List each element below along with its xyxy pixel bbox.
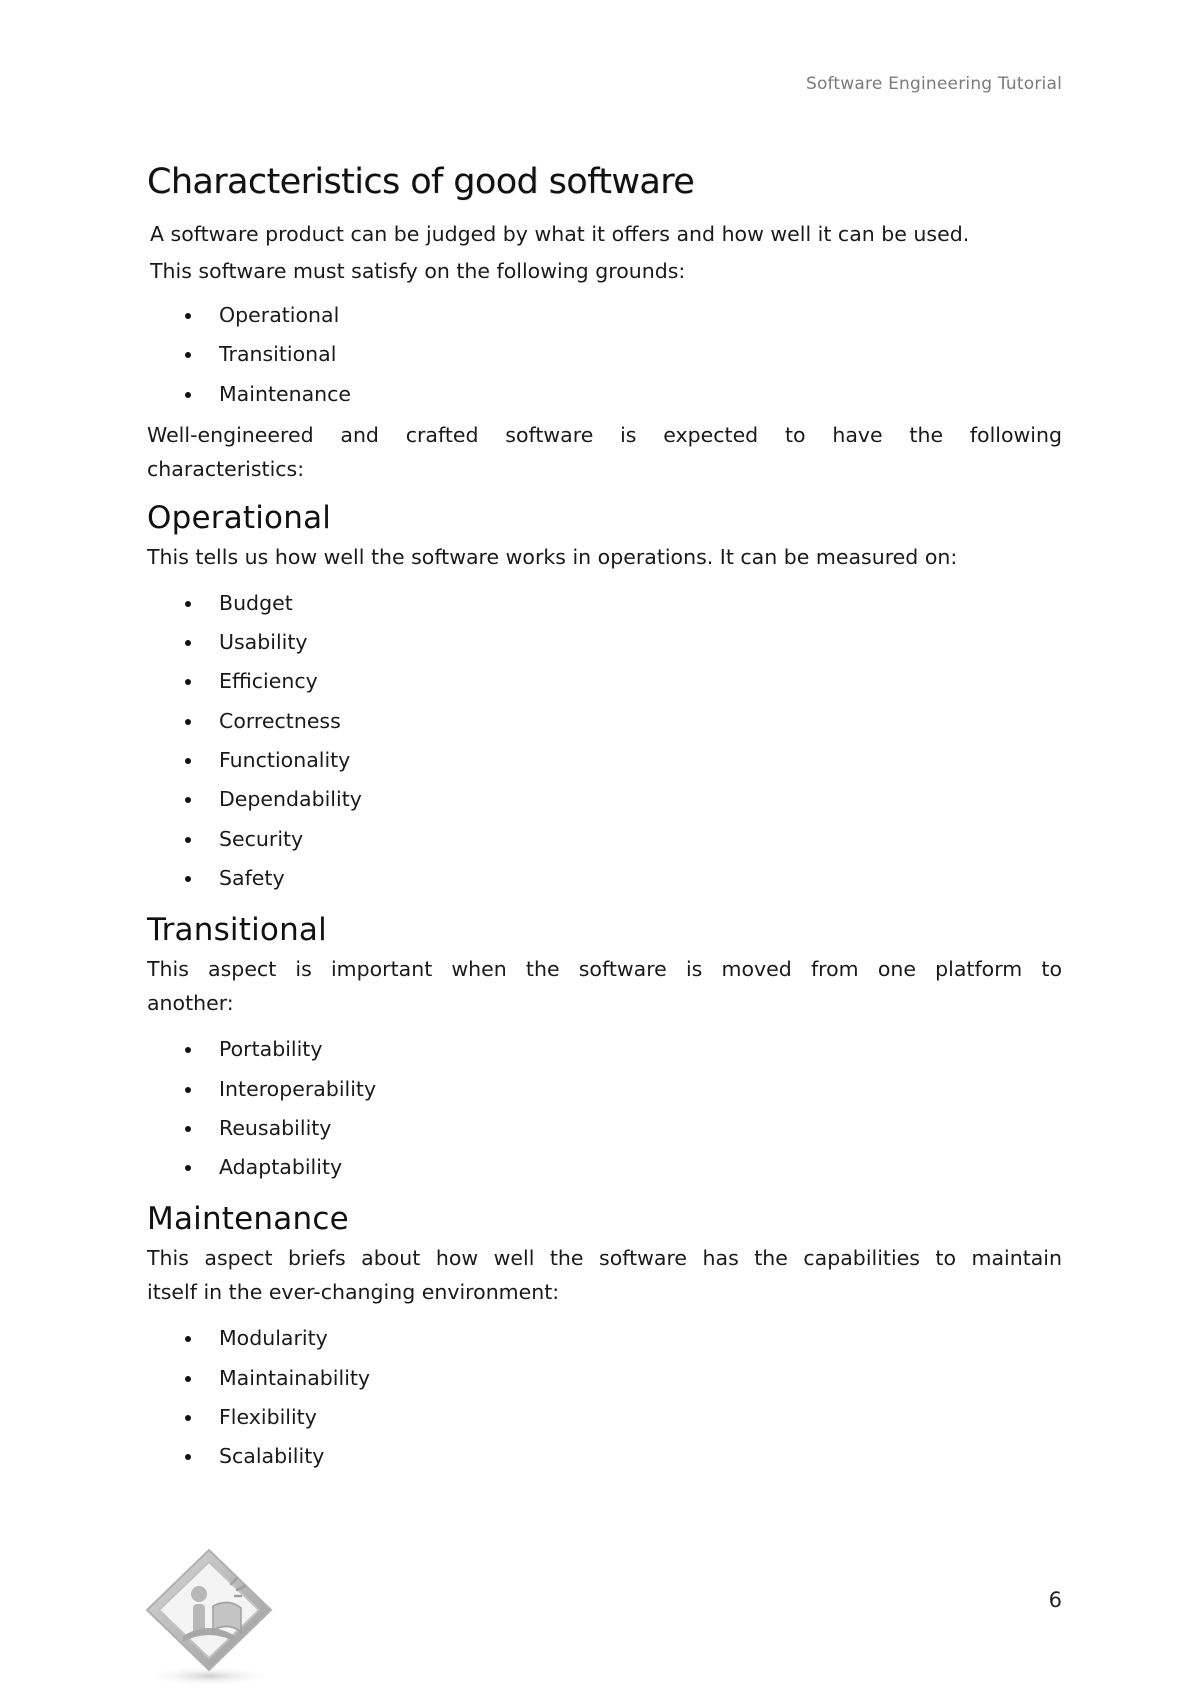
section-heading-operational: Operational xyxy=(147,499,332,536)
summary-line-1: Well-engineered and crafted software is expected to have the following xyxy=(147,422,1062,447)
page-content xyxy=(147,162,1062,1481)
section-description-transitional: This aspect is important when the software is moved from one platform to another: xyxy=(147,957,1062,1016)
bullet-icon xyxy=(185,876,191,882)
bullet-icon xyxy=(185,837,191,843)
section-heading-maintenance: Maintenance xyxy=(147,1201,349,1238)
section-description-maintenance: This aspect briefs about how well the software has the capabilities to maintain itself in the ever-changing environment: xyxy=(147,1246,1062,1305)
list-item: Scalability xyxy=(185,1437,1062,1476)
list-item: Functionality xyxy=(185,741,1062,780)
bullet-icon xyxy=(185,1376,191,1382)
list-item: Maintainability xyxy=(185,1359,1062,1398)
list-item: Modularity xyxy=(185,1319,1062,1358)
bullet-icon xyxy=(185,1336,191,1342)
intro-paragraph xyxy=(147,216,1062,290)
section-heading-transitional: Transitional xyxy=(147,912,327,949)
tutorialspoint-logo-icon xyxy=(143,1548,285,1690)
summary-paragraph xyxy=(147,418,1062,486)
page-title: Characteristics of good software xyxy=(147,162,695,202)
bullet-icon xyxy=(185,1415,191,1421)
bullet-icon xyxy=(185,640,191,646)
bullet-icon xyxy=(185,1087,191,1093)
operational-list xyxy=(147,584,1062,898)
running-header: Software Engineering Tutorial xyxy=(805,74,1062,94)
bullet-icon xyxy=(185,679,191,685)
bullet-icon xyxy=(185,601,191,607)
transitional-list xyxy=(147,1030,1062,1187)
list-item: Budget xyxy=(185,584,1062,623)
list-item: Reusability xyxy=(185,1109,1062,1148)
bullet-icon xyxy=(185,758,191,764)
summary-line-2: characteristics: xyxy=(147,456,305,481)
bullet-icon xyxy=(185,1454,191,1460)
bullet-icon xyxy=(185,313,191,319)
bullet-icon xyxy=(185,392,191,398)
maintenance-list xyxy=(147,1319,1062,1476)
list-item: Interoperability xyxy=(185,1070,1062,1109)
list-item: Dependability xyxy=(185,780,1062,819)
list-item: Portability xyxy=(185,1030,1062,1069)
list-item: Operational xyxy=(185,296,1062,335)
list-item: Adaptability xyxy=(185,1148,1062,1187)
intro-line-1: A software product can be judged by what it offers and how well it can be used. xyxy=(150,222,970,246)
intro-line-2: This software must satisfy on the following grounds: xyxy=(150,259,686,283)
list-item: Transitional xyxy=(185,335,1062,374)
bullet-icon xyxy=(185,1165,191,1171)
bullet-icon xyxy=(185,352,191,358)
bullet-icon xyxy=(185,1047,191,1053)
list-item: Efficiency xyxy=(185,662,1062,701)
section-description-operational: This tells us how well the software works in operations. It can be measured on: xyxy=(147,544,958,569)
page-number: 6 xyxy=(1048,1588,1062,1612)
list-item: Usability xyxy=(185,623,1062,662)
grounds-list xyxy=(147,296,1062,414)
list-item: Security xyxy=(185,820,1062,859)
bullet-icon xyxy=(185,719,191,725)
bullet-icon xyxy=(185,797,191,803)
list-item: Correctness xyxy=(185,702,1062,741)
list-item: Safety xyxy=(185,859,1062,898)
list-item: Flexibility xyxy=(185,1398,1062,1437)
bullet-icon xyxy=(185,1126,191,1132)
list-item: Maintenance xyxy=(185,375,1062,414)
